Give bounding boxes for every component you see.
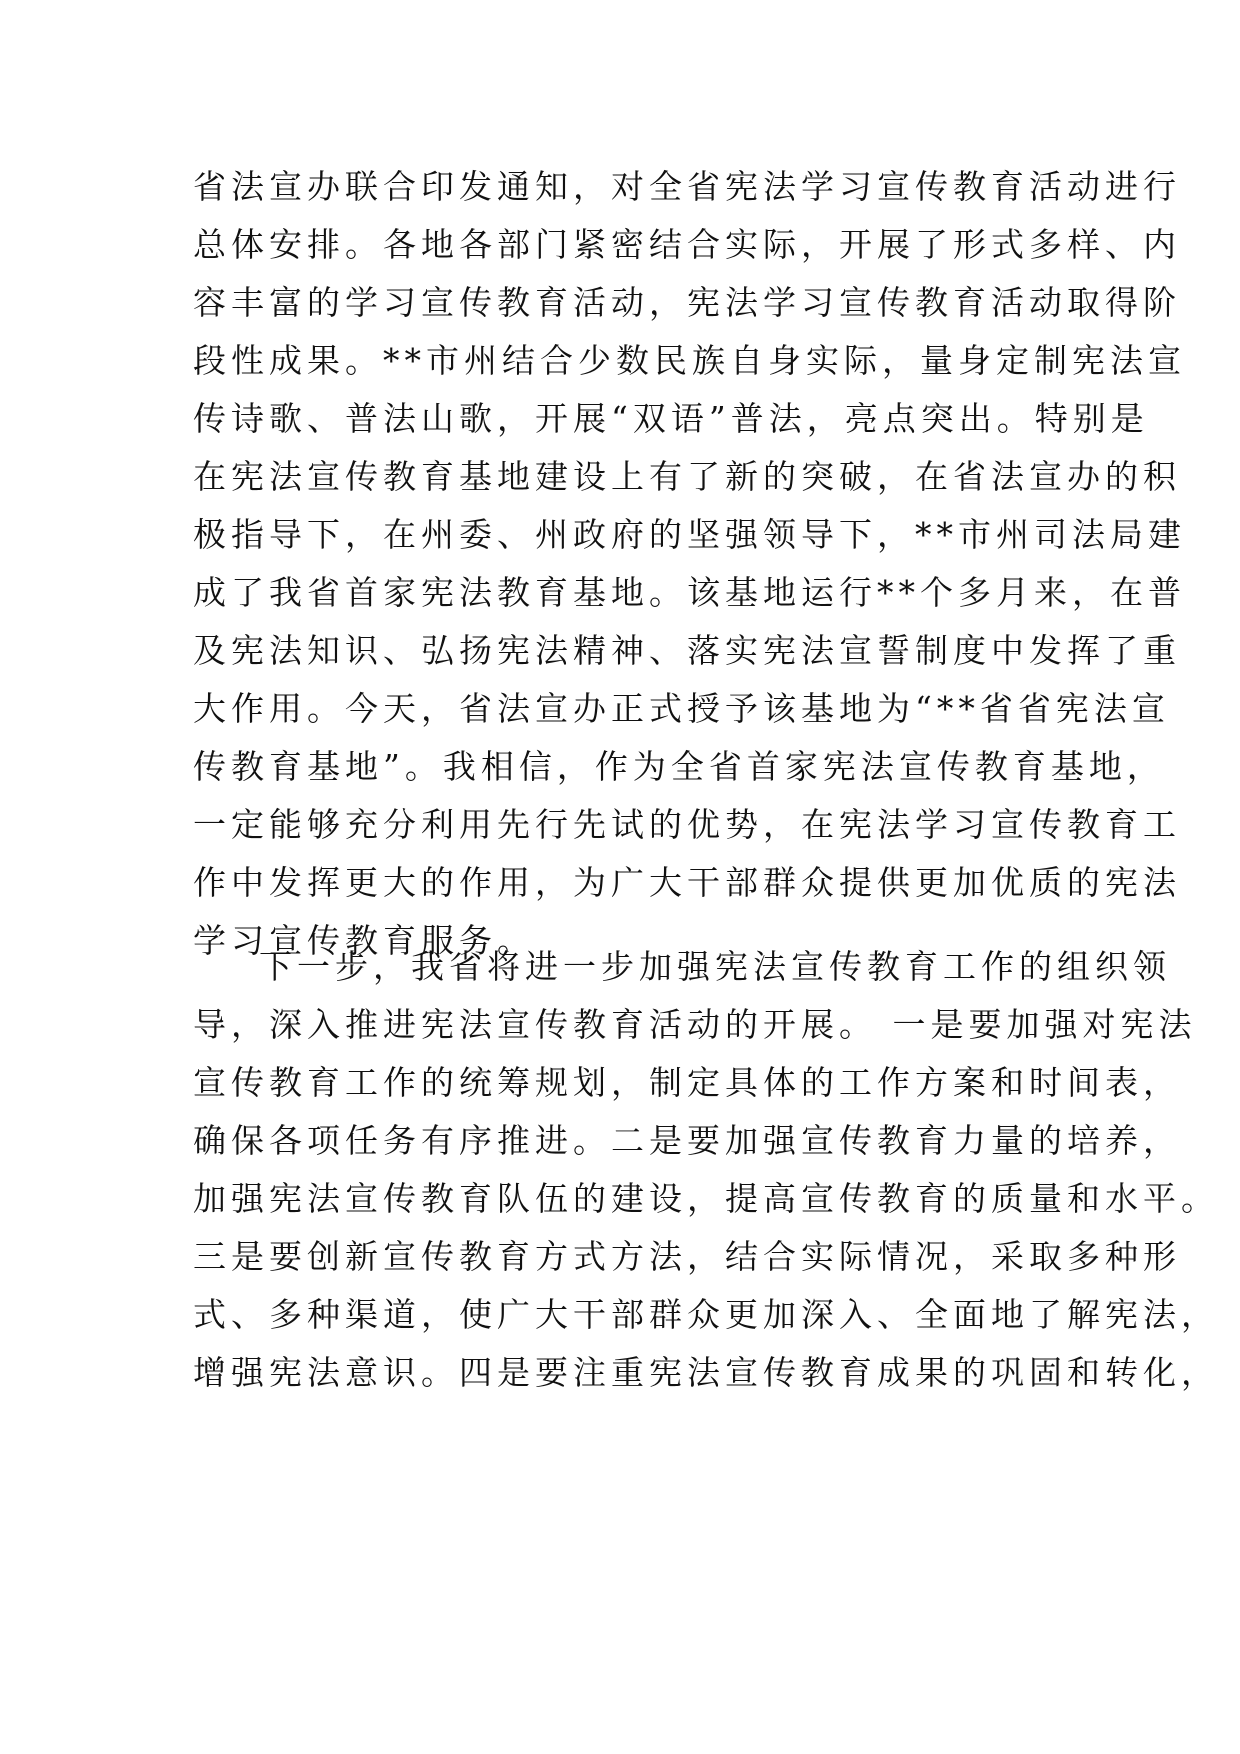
paragraph-line: 传教育基地”。我相信，作为全省首家宪法宣传教育基地， <box>193 747 1165 786</box>
paragraph-line: 宣传教育工作的统筹规划，制定具体的工作方案和时间表， <box>193 1063 1181 1102</box>
paragraph-line: 下一步，我省将进一步加强宪法宣传教育工作的组织领 <box>259 947 1171 986</box>
paragraph-line: 在宪法宣传教育基地建设上有了新的突破，在省法宣办的积 <box>193 457 1181 496</box>
paragraph-line: 导，深入推进宪法宣传教育活动的开展。 一是要加强对宪法 <box>193 1005 1197 1044</box>
paragraph-line: 段性成果。**市州结合少数民族自身实际，量身定制宪法宣 <box>193 341 1186 380</box>
paragraph-line: 大作用。今天，省法宣办正式授予该基地为“**省省宪法宣 <box>193 689 1170 728</box>
paragraph-line: 学习宣传教育服务。 <box>193 921 535 960</box>
paragraph-line: 容丰富的学习宣传教育活动，宪法学习宣传教育活动取得阶 <box>193 283 1181 322</box>
paragraph-line: 作中发挥更大的作用，为广大干部群众提供更加优质的宪法 <box>193 863 1181 902</box>
paragraph-line: 总体安排。各地各部门紧密结合实际，开展了形式多样、内 <box>193 225 1181 264</box>
paragraph-line: 三是要创新宣传教育方式方法，结合实际情况，采取多种形 <box>193 1237 1181 1276</box>
paragraph-line: 加强宪法宣传教育队伍的建设，提高宣传教育的质量和水平。 <box>193 1179 1219 1218</box>
paragraph-line: 一定能够充分利用先行先试的优势，在宪法学习宣传教育工 <box>193 805 1181 844</box>
paragraph-line: 式、多种渠道，使广大干部群众更加深入、全面地了解宪法， <box>193 1295 1219 1334</box>
paragraph-line: 省法宣办联合印发通知，对全省宪法学习宣传教育活动进行 <box>193 167 1181 206</box>
paragraph-2 <box>193 938 1219 1402</box>
paragraph-1 <box>193 158 1186 970</box>
paragraph-line: 增强宪法意识。四是要注重宪法宣传教育成果的巩固和转化， <box>193 1353 1219 1392</box>
paragraph-line: 极指导下，在州委、州政府的坚强领导下，**市州司法局建 <box>193 515 1186 554</box>
paragraph-line: 及宪法知识、弘扬宪法精神、落实宪法宣誓制度中发挥了重 <box>193 631 1181 670</box>
paragraph-line: 确保各项任务有序推进。二是要加强宣传教育力量的培养， <box>193 1121 1181 1160</box>
paragraph-line: 传诗歌、普法山歌，开展“双语”普法，亮点突出。特别是 <box>193 399 1149 438</box>
paragraph-line: 成了我省首家宪法教育基地。该基地运行**个多月来，在普 <box>193 573 1186 612</box>
